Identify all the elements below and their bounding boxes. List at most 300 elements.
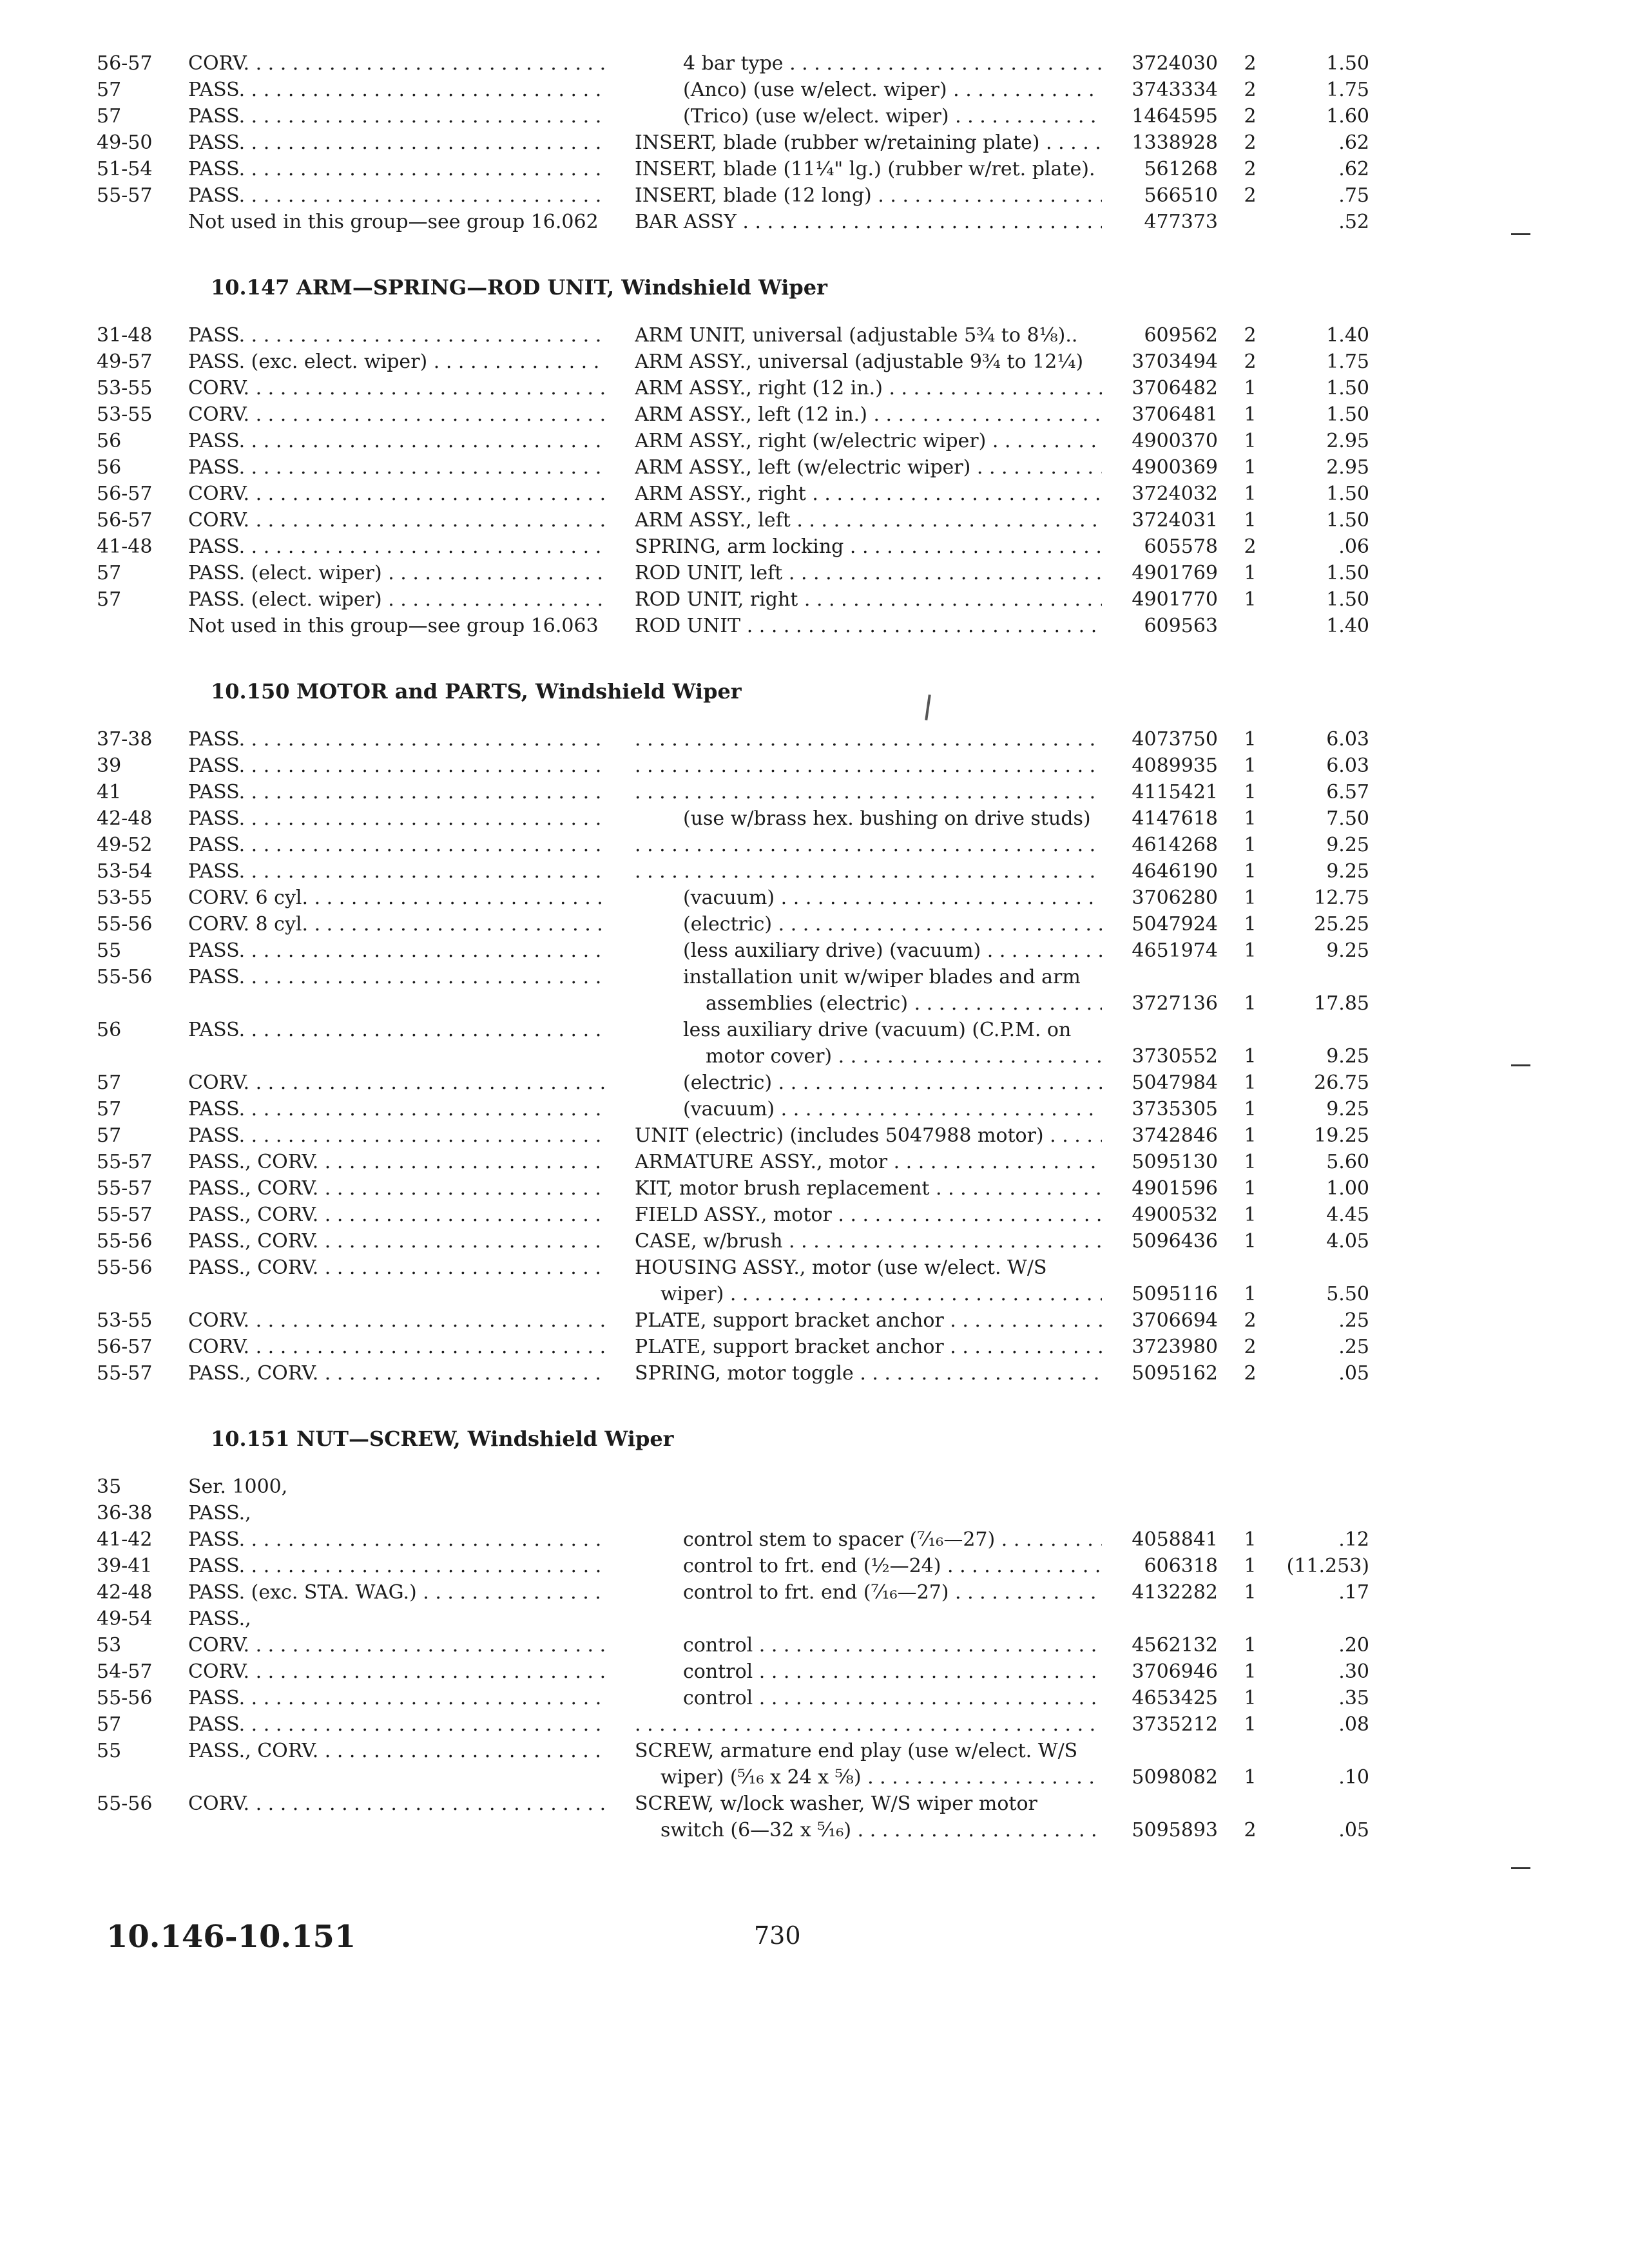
list-price: .06 [1338,535,1369,558]
quantity: 2 [1244,1309,1257,1332]
model-cell-text: PASS. [188,1555,246,1577]
quantity: 1 [1244,834,1257,856]
description-cell-text: assemblies (electric) [706,992,909,1015]
part-number: 5047924 [1132,913,1218,936]
part-number: 3706482 [1132,377,1218,399]
part-row [0,1711,1629,1738]
model-cell [188,586,607,613]
description-cell [635,1202,1102,1228]
model-cell [188,726,607,753]
quantity: 1 [1244,483,1257,505]
description-cell [635,1149,1102,1175]
description-cell-text: (electric) [683,1072,773,1094]
model-year: 55-57 [97,1204,153,1226]
part-number: 1464595 [1132,105,1218,128]
part-row [0,937,1629,964]
list-price: 5.50 [1326,1283,1369,1305]
model-cell-text: PASS. [188,535,246,558]
description-cell [635,858,1102,885]
part-number: 4651974 [1132,939,1218,962]
section-title: ARM—SPRING—ROD UNIT, Windshield Wiper [296,275,827,300]
section-heading [0,677,1629,707]
description-cell-text: control stem to spacer (⁷⁄₁₆—27) [683,1528,996,1551]
model-year: 41-42 [97,1528,153,1551]
model-year: 49-50 [97,131,153,154]
part-number: 5095116 [1132,1283,1218,1305]
model-cell [188,753,607,779]
model-cell-text: CORV. [188,403,250,426]
description-cell [635,1070,1102,1096]
part-number: 5095893 [1132,1819,1218,1841]
part-row [0,885,1629,911]
model-year: 55-57 [97,184,153,207]
list-price: 2.95 [1326,456,1369,479]
part-number: 4900369 [1132,456,1218,479]
description-cell-text: less auxiliary drive (vacuum) (C.P.M. on [683,1019,1072,1041]
model-cell-text: PASS. [188,781,246,803]
list-price: 1.00 [1326,1177,1369,1200]
description-cell-text: control to frt. end (⁷⁄₁₆—27) [683,1581,949,1604]
list-price: 1.75 [1326,351,1369,373]
model-cell [188,1738,607,1764]
model-cell [188,858,607,885]
model-cell [188,103,607,130]
quantity: 1 [1244,1713,1257,1736]
model-cell-text: CORV. [188,377,250,399]
model-year: 57 [97,1098,122,1120]
part-number: 3727136 [1132,992,1218,1015]
model-cell-text: PASS., CORV. [188,1204,319,1226]
model-year: 56 [97,456,122,479]
part-number: 3724030 [1132,52,1218,75]
model-year: 56-57 [97,509,153,532]
model-year: 53-55 [97,887,153,909]
quantity: 1 [1244,728,1257,751]
part-number: 606318 [1144,1555,1218,1577]
model-cell [188,375,607,401]
model-year: 55-56 [97,1256,153,1279]
part-number: 3742846 [1132,1124,1218,1147]
part-row [0,454,1629,481]
model-year: 55-57 [97,1151,153,1173]
model-cell [188,1500,607,1526]
model-year: 56 [97,430,122,452]
model-year: 56 [97,1019,122,1041]
quantity: 1 [1244,1528,1257,1551]
model-year: 56-57 [97,52,153,75]
quantity: 2 [1244,158,1257,180]
description-cell [635,964,1102,990]
description-cell-text: (electric) [683,913,773,936]
model-cell-text: PASS. [188,79,246,101]
part-number: 4562132 [1132,1634,1218,1657]
model-cell-text: CORV. 8 cyl. [188,913,309,936]
model-cell [188,1632,607,1658]
quantity: 1 [1244,807,1257,830]
model-cell-text: PASS., [188,1608,251,1630]
part-number: 5098082 [1132,1766,1218,1789]
part-row [0,401,1629,428]
model-cell [188,1474,607,1500]
part-row [0,911,1629,937]
part-number: 3723980 [1132,1336,1218,1358]
model-cell-text: PASS., CORV. [188,1177,319,1200]
part-row [0,1658,1629,1685]
description-cell-text: ARMATURE ASSY., motor [635,1151,888,1173]
part-number: 1338928 [1132,131,1218,154]
part-row [0,1175,1629,1202]
list-price: 6.03 [1326,728,1369,751]
model-cell [188,1017,607,1043]
model-cell-text: PASS., [188,1502,251,1524]
model-cell [188,1254,607,1281]
list-price: 1.50 [1326,403,1369,426]
model-cell-text: PASS. [188,939,246,962]
model-cell [188,182,607,209]
part-number: 609563 [1144,615,1218,637]
quantity: 1 [1244,377,1257,399]
list-price: 9.25 [1326,834,1369,856]
part-row [0,832,1629,858]
model-cell [188,454,607,481]
list-price: .10 [1338,1766,1369,1789]
part-number: 561268 [1144,158,1218,180]
list-price: 6.57 [1326,781,1369,803]
description-cell [635,375,1102,401]
model-year: 31-48 [97,324,153,347]
description-cell [635,1791,1102,1817]
part-row [0,990,1629,1017]
list-price: .05 [1338,1362,1369,1385]
model-cell [188,322,607,349]
part-number: 3730552 [1132,1045,1218,1068]
model-cell [188,613,607,639]
description-cell-text: (use w/brass hex. bushing on drive studs) [683,807,1091,830]
part-row [0,156,1629,182]
model-cell-text: PASS. (elect. wiper) [188,562,382,584]
description-cell-text: PLATE, support bracket anchor [635,1309,944,1332]
margin-mark [1511,1064,1530,1066]
part-row [0,964,1629,990]
model-year: 36-38 [97,1502,153,1524]
part-number: 4901770 [1132,588,1218,611]
model-cell-text: PASS. [188,834,246,856]
quantity: 1 [1244,1098,1257,1120]
part-row [0,1606,1629,1632]
model-year: 55-57 [97,1362,153,1385]
part-number: 4058841 [1132,1528,1218,1551]
model-cell [188,1360,607,1387]
description-cell-text: wiper) [660,1283,724,1305]
description-cell [635,1122,1102,1149]
model-cell-text: PASS. (elect. wiper) [188,588,382,611]
description-cell [635,1254,1102,1281]
list-price: 1.50 [1326,509,1369,532]
description-cell-text: control to frt. end (½—24) [683,1555,941,1577]
part-number: 4901769 [1132,562,1218,584]
description-cell [635,990,1102,1017]
part-row [0,1122,1629,1149]
description-cell [635,937,1102,964]
quantity: 2 [1244,105,1257,128]
model-cell [188,1526,607,1553]
model-year: 37-38 [97,728,153,751]
description-cell-text: (Anco) (use w/elect. wiper) [683,79,947,101]
description-cell-text: SCREW, armature end play (use w/elect. W/S [635,1740,1078,1762]
model-year: 35 [97,1475,122,1498]
quantity: 2 [1244,351,1257,373]
description-cell-text: SPRING, motor toggle [635,1362,854,1385]
model-cell-text: PASS. [188,131,246,154]
part-number: 3706946 [1132,1660,1218,1683]
model-year: 55-56 [97,1792,153,1815]
description-cell [635,156,1102,182]
model-cell [188,779,607,805]
part-row [0,507,1629,533]
quantity: 1 [1244,1124,1257,1147]
margin-mark [1511,233,1530,235]
model-cell [188,1579,607,1606]
section-number: 10.151 [211,1427,290,1451]
model-cell [188,401,607,428]
description-cell-text: (vacuum) [683,887,775,909]
description-cell [635,613,1102,639]
part-row [0,103,1629,130]
quantity: 1 [1244,1660,1257,1683]
description-cell [635,428,1102,454]
list-price: 5.60 [1326,1151,1369,1173]
quantity: 1 [1244,1766,1257,1789]
model-cell-text: Ser. 1000, [188,1475,288,1498]
model-cell [188,1307,607,1334]
description-cell [635,77,1102,103]
model-cell [188,1685,607,1711]
description-cell [635,50,1102,77]
list-price: 9.25 [1326,1045,1369,1068]
quantity: 1 [1244,1230,1257,1253]
part-number: 477373 [1144,211,1218,233]
model-year: 56-57 [97,483,153,505]
part-row [0,1254,1629,1281]
description-cell-text: INSERT, blade (12 long) [635,184,872,207]
quantity: 1 [1244,588,1257,611]
part-row [0,1632,1629,1658]
description-cell [635,1228,1102,1254]
part-number: 3743334 [1132,79,1218,101]
model-cell [188,1122,607,1149]
list-price: 2.95 [1326,430,1369,452]
description-cell-text: ROD UNIT, left [635,562,783,584]
part-number: 5095162 [1132,1362,1218,1385]
model-cell-text: Not used in this group—see group 16.062 [188,211,599,233]
part-number: 4646190 [1132,860,1218,883]
model-cell [188,885,607,911]
part-number: 3706280 [1132,887,1218,909]
description-cell [635,832,1102,858]
part-row [0,533,1629,560]
description-cell-text: HOUSING ASSY., motor (use w/elect. W/S [635,1256,1047,1279]
quantity: 1 [1244,1555,1257,1577]
description-cell-text: INSERT, blade (rubber w/retaining plate) [635,131,1040,154]
quantity: 1 [1244,1072,1257,1094]
part-number: 5047984 [1132,1072,1218,1094]
description-cell [635,1043,1102,1070]
model-year: 57 [97,588,122,611]
quantity: 2 [1244,1336,1257,1358]
model-cell [188,560,607,586]
list-price: 19.25 [1314,1124,1369,1147]
part-number: 5096436 [1132,1230,1218,1253]
list-price: 26.75 [1314,1072,1369,1094]
part-row [0,805,1629,832]
description-cell [635,349,1102,375]
model-cell [188,1334,607,1360]
model-cell [188,533,607,560]
model-year: 42-48 [97,1581,153,1604]
model-cell [188,507,607,533]
model-cell-text: CORV. [188,1309,250,1332]
description-cell-text: ARM ASSY., right (w/electric wiper) [635,430,987,452]
quantity: 1 [1244,860,1257,883]
model-cell [188,1175,607,1202]
list-price: .17 [1338,1581,1369,1604]
model-cell-text: CORV. [188,1660,250,1683]
list-price: 12.75 [1314,887,1369,909]
part-row [0,586,1629,613]
description-cell [635,481,1102,507]
part-number: 4147618 [1132,807,1218,830]
model-cell [188,481,607,507]
part-row [0,130,1629,156]
description-cell [635,322,1102,349]
description-cell-text: BAR ASSY [635,211,737,233]
description-cell [635,209,1102,235]
description-cell-text: UNIT (electric) (includes 5047988 motor) [635,1124,1044,1147]
description-cell [635,182,1102,209]
quantity: 2 [1244,324,1257,347]
description-cell [635,1738,1102,1764]
description-cell [635,1553,1102,1579]
model-year: 55-56 [97,966,153,988]
description-cell-text: control [683,1687,753,1709]
quantity: 1 [1244,781,1257,803]
model-year: 57 [97,1072,122,1094]
part-number: 3735212 [1132,1713,1218,1736]
quantity: 1 [1244,562,1257,584]
part-row [0,1360,1629,1387]
model-year: 55-56 [97,1687,153,1709]
part-row [0,481,1629,507]
part-row [0,1738,1629,1764]
description-cell-text: motor cover) [706,1045,833,1068]
part-row [0,1202,1629,1228]
model-cell-text: PASS., CORV. [188,1230,319,1253]
description-cell [635,1711,1102,1738]
description-cell [635,1632,1102,1658]
model-cell-text: PASS. [188,728,246,751]
quantity: 1 [1244,992,1257,1015]
list-price: .08 [1338,1713,1369,1736]
description-cell-text: control [683,1634,753,1657]
quantity: 2 [1244,131,1257,154]
model-cell [188,209,607,235]
part-number: 4115421 [1132,781,1218,803]
model-cell-text: PASS. [188,324,246,347]
description-cell [635,1017,1102,1043]
part-row [0,1817,1629,1843]
part-number: 3724032 [1132,483,1218,505]
model-year: 53 [97,1634,122,1657]
list-price: 1.50 [1326,483,1369,505]
description-cell-text: CASE, w/brush [635,1230,783,1253]
part-number: 4089935 [1132,754,1218,777]
model-cell [188,156,607,182]
model-cell-text: CORV. 6 cyl. [188,887,309,909]
part-row [0,1791,1629,1817]
quantity: 1 [1244,1581,1257,1604]
model-cell [188,911,607,937]
list-price: 1.50 [1326,588,1369,611]
list-price: 17.85 [1314,992,1369,1015]
part-row [0,1043,1629,1070]
model-cell [188,1149,607,1175]
part-number: 3706481 [1132,403,1218,426]
model-cell-text: PASS. [188,1687,246,1709]
description-cell [635,911,1102,937]
part-row [0,375,1629,401]
quantity: 1 [1244,430,1257,452]
list-price: .25 [1338,1336,1369,1358]
model-cell [188,1228,607,1254]
description-cell [635,560,1102,586]
description-cell-text: ARM ASSY., right [635,483,806,505]
description-cell-text: FIELD ASSY., motor [635,1204,832,1226]
model-cell-text: PASS. [188,966,246,988]
model-cell-text: PASS. (exc. STA. WAG.) [188,1581,417,1604]
model-year: 54-57 [97,1660,153,1683]
part-number: 4900370 [1132,430,1218,452]
list-price: 1.75 [1326,79,1369,101]
part-row [0,1500,1629,1526]
quantity: 1 [1244,1283,1257,1305]
list-price: 9.25 [1326,860,1369,883]
description-cell-text: (less auxiliary drive) (vacuum) [683,939,981,962]
part-row [0,77,1629,103]
part-number: 5095130 [1132,1151,1218,1173]
model-cell-text: PASS. [188,754,246,777]
part-row [0,858,1629,885]
model-year: 57 [97,1713,122,1736]
part-number: 4073750 [1132,728,1218,751]
description-cell [635,401,1102,428]
model-cell [188,964,607,990]
quantity: 1 [1244,456,1257,479]
list-price: .62 [1338,131,1369,154]
model-cell-text: PASS. [188,1098,246,1120]
description-cell-text: control [683,1660,753,1683]
part-row [0,1070,1629,1096]
quantity: 2 [1244,52,1257,75]
model-year: 41 [97,781,122,803]
part-row [0,753,1629,779]
model-cell-text: PASS. [188,1124,246,1147]
description-cell-text: SPRING, arm locking [635,535,844,558]
model-year: 57 [97,105,122,128]
description-cell-text: ARM ASSY., left [635,509,791,532]
model-cell-text: PASS. [188,158,246,180]
model-cell [188,937,607,964]
model-cell-text: PASS. [188,430,246,452]
